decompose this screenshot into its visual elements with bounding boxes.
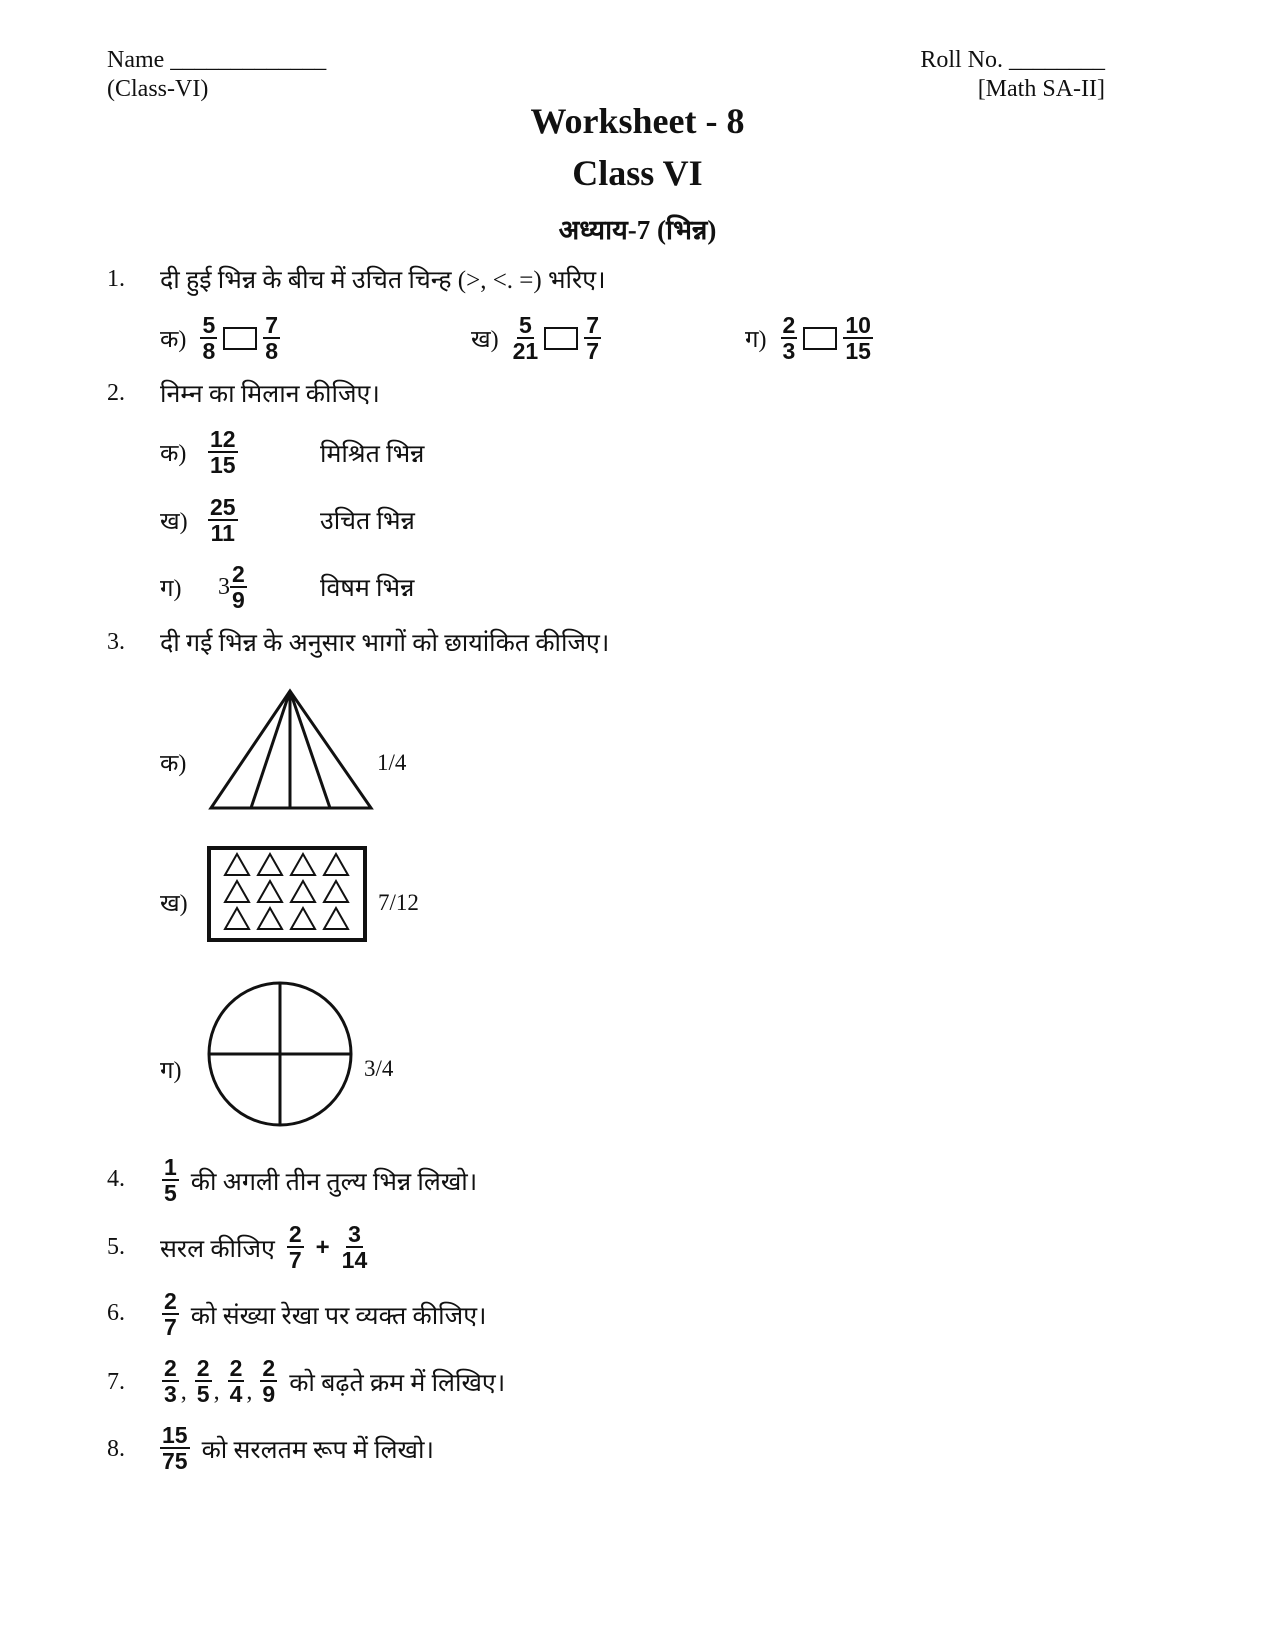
question-7 — [162, 1357, 505, 1406]
class-tag: (Class-VI) — [107, 76, 209, 102]
denominator: 3 — [164, 1381, 177, 1407]
comparison-answer-box[interactable] — [544, 327, 578, 350]
question-6-text: को संख्या रेखा पर व्यक्त कीजिए। — [190, 1302, 487, 1330]
q1-item-kha — [471, 314, 601, 363]
denominator: 75 — [162, 1448, 188, 1474]
numerator: 2 — [164, 1288, 177, 1314]
mixed-whole-number: 3 — [218, 574, 230, 600]
question-8-number: 8. — [107, 1436, 125, 1462]
numerator: 7 — [586, 312, 600, 338]
q2-match-option: विषम भिन्न — [320, 575, 415, 602]
question-1-text: दी हुई भिन्न के बीच में उचित चिन्ह (>, <. =) भरिए। — [160, 267, 606, 294]
item-label: ख) — [471, 327, 499, 353]
numerator: 12 — [210, 426, 236, 452]
numerator: 2 — [288, 1221, 302, 1247]
triangle-divider — [251, 691, 290, 808]
denominator: 15 — [845, 338, 871, 364]
q2-item-kha — [160, 496, 238, 545]
numerator: 5 — [519, 312, 532, 338]
item-label: क) — [160, 751, 187, 777]
small-triangle-part[interactable] — [258, 908, 282, 929]
item-label: ग) — [160, 1058, 182, 1084]
fraction-label: 7/12 — [378, 890, 419, 915]
q2-item-ga — [160, 563, 247, 612]
fraction — [208, 428, 238, 477]
question-6-number: 6. — [107, 1300, 125, 1326]
item-label: क) — [160, 327, 187, 353]
denominator: 8 — [202, 338, 216, 364]
denominator: 9 — [262, 1381, 276, 1407]
fraction — [342, 1223, 368, 1272]
triangle-divider — [290, 691, 330, 808]
denominator: 4 — [229, 1381, 243, 1407]
question-8-text: को सरलतम रूप में लिखो। — [201, 1436, 434, 1464]
fraction — [287, 1223, 304, 1272]
numerator: 25 — [210, 494, 236, 520]
numerator: 2 — [229, 1355, 243, 1381]
comma-separator: , — [213, 1379, 220, 1405]
question-7-text: को बढ़ते क्रम में लिखिए। — [289, 1369, 506, 1397]
q1-item-ga — [745, 314, 873, 363]
fraction — [843, 314, 873, 363]
numerator: 1 — [164, 1154, 177, 1180]
denominator: 8 — [265, 338, 279, 364]
numerator: 7 — [265, 312, 279, 338]
item-label: ख) — [160, 891, 188, 917]
question-3-text: दी गई भिन्न के अनुसार भागों को छायांकित कीजिए। — [160, 630, 610, 657]
class-subtitle: Class VI — [572, 153, 703, 193]
fraction — [513, 314, 539, 363]
question-2-text: निम्न का मिलान कीजिए। — [160, 381, 380, 408]
fraction — [162, 1357, 179, 1406]
numerator: 2 — [164, 1355, 177, 1381]
denominator: 11 — [210, 520, 235, 546]
denominator: 21 — [512, 338, 539, 364]
numerator: 5 — [202, 312, 216, 338]
denominator: 5 — [196, 1381, 210, 1407]
comparison-answer-box[interactable] — [223, 327, 257, 350]
worksheet-title: Worksheet - 8 — [530, 101, 745, 141]
numerator: 2 — [196, 1355, 210, 1381]
denominator: 15 — [210, 452, 236, 478]
numerator: 2 — [782, 312, 796, 338]
fraction — [160, 1424, 190, 1473]
fraction — [584, 314, 601, 363]
numerator: 15 — [162, 1422, 188, 1448]
question-7-number: 7. — [107, 1369, 125, 1395]
small-triangle-part[interactable] — [225, 908, 249, 929]
small-triangle-part[interactable] — [225, 854, 249, 875]
question-5 — [160, 1223, 367, 1272]
denominator: 9 — [232, 587, 245, 613]
rectangle-shape[interactable] — [207, 846, 367, 942]
roll-number-field-label: Roll No. ________ — [920, 47, 1105, 73]
numerator: 10 — [845, 312, 871, 338]
q1-item-ka — [160, 314, 280, 363]
fraction — [195, 1357, 212, 1406]
question-5-number: 5. — [107, 1234, 125, 1260]
fraction-label: 1/4 — [377, 750, 407, 775]
small-triangle-part[interactable] — [258, 881, 282, 902]
small-triangle-part[interactable] — [291, 854, 315, 875]
small-triangle-part[interactable] — [225, 881, 249, 902]
denominator: 3 — [782, 338, 796, 364]
numerator: 2 — [232, 561, 245, 587]
small-triangle-part[interactable] — [291, 881, 315, 902]
question-4-number: 4. — [107, 1166, 125, 1192]
item-label: ग) — [745, 327, 767, 353]
question-3-number: 3. — [107, 629, 125, 655]
fraction — [230, 563, 247, 612]
numerator: 3 — [348, 1221, 361, 1247]
fraction — [200, 314, 217, 363]
question-1-number: 1. — [107, 266, 125, 292]
q2-match-option: उचित भिन्न — [320, 508, 415, 535]
q2-match-option: मिश्रित भिन्न — [320, 441, 425, 468]
small-triangle-part[interactable] — [324, 908, 348, 929]
item-label: ख) — [160, 509, 188, 535]
small-triangle-part[interactable] — [258, 854, 282, 875]
small-triangle-part[interactable] — [324, 881, 348, 902]
question-8 — [160, 1424, 434, 1473]
subject-tag: [Math SA-II] — [977, 76, 1105, 102]
numerator: 2 — [262, 1355, 276, 1381]
fraction — [260, 1357, 277, 1406]
question-6 — [162, 1290, 487, 1339]
question-5-text: सरल कीजिए — [160, 1235, 275, 1263]
comma-separator: , — [180, 1379, 187, 1405]
q2-item-ka — [160, 428, 238, 477]
small-triangle-part[interactable] — [291, 908, 315, 929]
denominator: 14 — [341, 1247, 368, 1273]
question-2-number: 2. — [107, 380, 125, 406]
circle-shape[interactable] — [206, 980, 354, 1128]
fraction — [162, 1290, 179, 1339]
chapter-heading: अध्याय-7 (भिन्न) — [558, 215, 717, 245]
denominator: 5 — [164, 1180, 177, 1206]
item-label: क) — [160, 441, 187, 467]
small-triangle-part[interactable] — [324, 854, 348, 875]
denominator: 7 — [586, 338, 600, 364]
item-label: ग) — [160, 576, 182, 602]
comma-separator: , — [246, 1379, 253, 1405]
triangle-shape[interactable] — [208, 688, 374, 812]
denominator: 7 — [288, 1247, 302, 1273]
comparison-answer-box[interactable] — [803, 327, 837, 350]
question-4 — [162, 1156, 477, 1205]
fraction — [263, 314, 280, 363]
plus-operator: + — [315, 1233, 330, 1261]
fraction-label: 3/4 — [364, 1056, 394, 1081]
name-field-label: Name _____________ — [107, 47, 327, 73]
denominator: 7 — [164, 1314, 177, 1340]
question-4-text: की अगली तीन तुल्य भिन्न लिखो। — [190, 1168, 478, 1196]
fraction — [228, 1357, 245, 1406]
fraction — [208, 496, 238, 545]
fraction — [781, 314, 798, 363]
fraction — [162, 1156, 179, 1205]
